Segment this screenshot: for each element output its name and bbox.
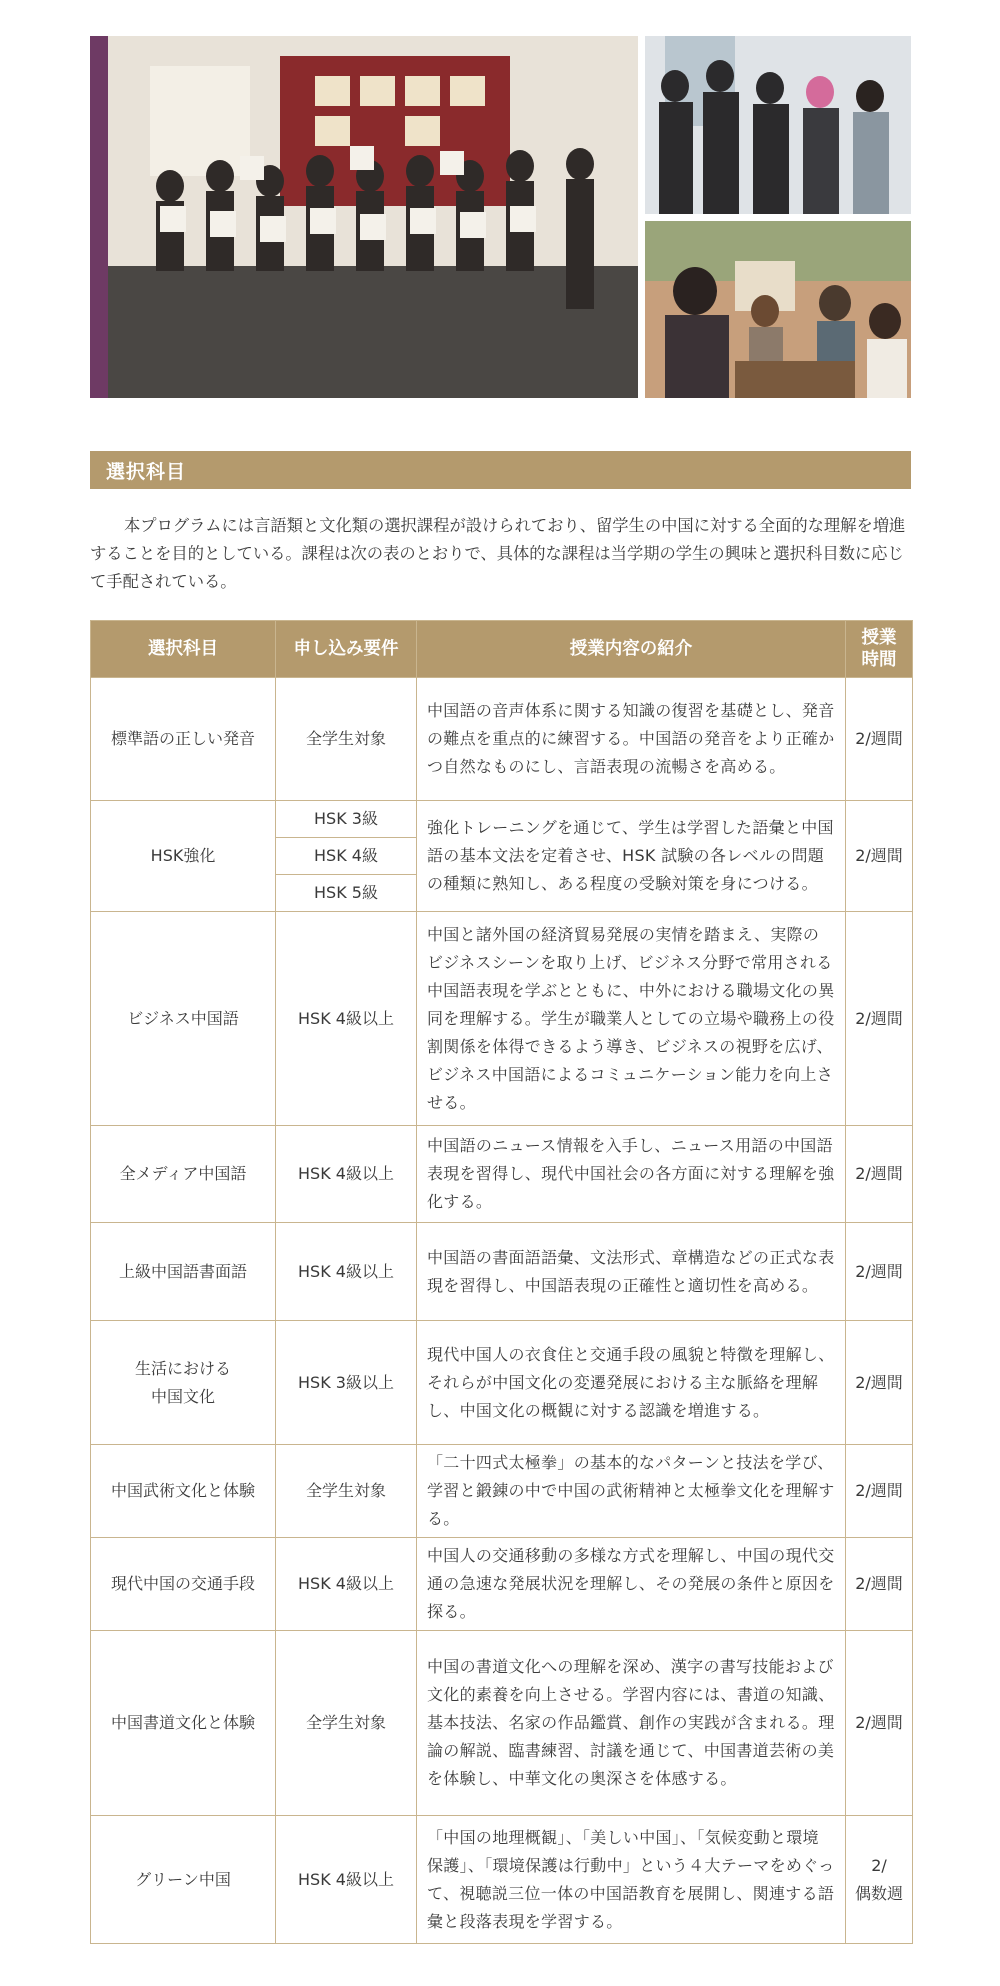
course-requirement: HSK 4級以上	[276, 1816, 417, 1944]
course-hours: 2/週間	[846, 1631, 913, 1816]
course-hours: 2/週間	[846, 678, 913, 801]
course-description: 現代中国人の衣食住と交通手段の風貌と特徴を理解し、それらが中国文化の変遷発展における主な脈絡を理解し、中国文化の概観に対する認識を増進する。	[417, 1321, 846, 1445]
table-row	[91, 801, 913, 838]
course-description: 中国語のニュース情報を入手し、ニュース用語の中国語表現を習得し、現代中国社会の各方面に対する理解を強化する。	[417, 1126, 846, 1223]
table-row	[91, 1445, 913, 1538]
course-description: 「二十四式太極拳」の基本的なパターンと技法を学び、学習と鍛錬の中で中国の武術精神と太極拳文化を理解する。	[417, 1445, 846, 1538]
course-description: 中国語の音声体系に関する知識の復習を基礎とし、発音の難点を重点的に練習する。中国語の発音をより正確かつ自然なものにし、言語表現の流暢さを高める。	[417, 678, 846, 801]
course-description: 強化トレーニングを通じて、学生は学習した語彙と中国語の基本文法を定着させ、HSK 試験の各レベルの問題の種類に熟知し、ある程度の受験対策を身につける。	[417, 801, 846, 912]
course-requirement: 全学生対象	[276, 1631, 417, 1816]
course-name: HSK強化	[91, 801, 276, 912]
table-row	[91, 1816, 913, 1944]
course-hours: 2/週間	[846, 912, 913, 1126]
course-name: 標準語の正しい発音	[91, 678, 276, 801]
course-hours: 2/週間	[846, 801, 913, 912]
header-hours: 授業 時間	[846, 621, 913, 678]
course-name: 現代中国の交通手段	[91, 1538, 276, 1631]
course-hours: 2/週間	[846, 1126, 913, 1223]
course-requirement: 全学生対象	[276, 678, 417, 801]
course-requirement: 全学生対象	[276, 1445, 417, 1538]
course-name: ビジネス中国語	[91, 912, 276, 1126]
course-description: 中国と諸外国の経済貿易発展の実情を踏まえ、実際のビジネスシーンを取り上げ、ビジネス分野で常用される中国語表現を学ぶとともに、中外における職場文化の異同を理解する。学生が職業人としての立場や職務上の役割関係を体得できるよう導き、ビジネスの視野を広げ、ビジネス中国語によるコミュニケーション能力を向上させる。	[417, 912, 846, 1126]
course-requirement: HSK 3級以上	[276, 1321, 417, 1445]
students-photo	[645, 36, 911, 214]
section-header	[90, 451, 911, 489]
course-description: 中国語の書面語語彙、文法形式、章構造などの正式な表現を習得し、中国語表現の正確性と適切性を高める。	[417, 1223, 846, 1321]
intro-paragraph: 本プログラムには言語類と文化類の選択課程が設けられており、留学生の中国に対する全面的な理解を増進することを目的としている。課程は次の表のとおりで、具体的な課程は当学期の学生の興味と選択科目数に応じて手配されている。	[90, 516, 906, 591]
course-hours: 2/週間	[846, 1538, 913, 1631]
header-requirement: 申し込み要件	[276, 621, 417, 678]
course-name: 生活における 中国文化	[91, 1321, 276, 1445]
group-calligraphy-photo	[90, 36, 638, 398]
course-requirement: HSK 3級	[276, 801, 417, 838]
table-row	[91, 1631, 913, 1816]
table-header-row	[91, 621, 913, 678]
course-name: グリーン中国	[91, 1816, 276, 1944]
table-row	[91, 912, 913, 1126]
header-course: 選択科目	[91, 621, 276, 678]
table-row	[91, 1538, 913, 1631]
section-title: 選択科目	[106, 461, 187, 483]
course-hours: 2/週間	[846, 1223, 913, 1321]
course-requirement: HSK 5級	[276, 875, 417, 912]
course-requirement: HSK 4級以上	[276, 1126, 417, 1223]
course-name: 上級中国語書面語	[91, 1223, 276, 1321]
course-hours: 2/週間	[846, 1321, 913, 1445]
course-requirement: HSK 4級以上	[276, 1538, 417, 1631]
course-requirement: HSK 4級	[276, 838, 417, 875]
purple-edge-stripe	[90, 36, 108, 398]
course-name: 全メディア中国語	[91, 1126, 276, 1223]
course-name: 中国書道文化と体験	[91, 1631, 276, 1816]
table-row	[91, 678, 913, 801]
course-hours: 2/週間	[846, 1445, 913, 1538]
course-hours: 2/ 偶数週	[846, 1816, 913, 1944]
course-requirement: HSK 4級以上	[276, 1223, 417, 1321]
cafe-photo	[645, 221, 911, 398]
elective-courses-table	[90, 620, 913, 1944]
course-description: 中国の書道文化への理解を深め、漢字の書写技能および文化的素養を向上させる。学習内容には、書道の知識、基本技法、名家の作品鑑賞、創作の実践が含まれる。理論の解説、臨書練習、討議を通じて、中国書道芸術の美を体験し、中華文化の奥深さを体感する。	[417, 1631, 846, 1816]
table-row	[91, 1126, 913, 1223]
header-description: 授業内容の紹介	[417, 621, 846, 678]
course-description: 「中国の地理概観」、「美しい中国」、「気候変動と環境保護」、「環境保護は行動中」という４大テーマをめぐって、視聴説三位一体の中国語教育を展開し、関連する語彙と段落表現を学習する。	[417, 1816, 846, 1944]
course-name: 中国武術文化と体験	[91, 1445, 276, 1538]
course-description: 中国人の交通移動の多様な方式を理解し、中国の現代交通の急速な発展状況を理解し、その発展の条件と原因を探る。	[417, 1538, 846, 1631]
table-row	[91, 1223, 913, 1321]
table-row	[91, 1321, 913, 1445]
course-requirement: HSK 4級以上	[276, 912, 417, 1126]
